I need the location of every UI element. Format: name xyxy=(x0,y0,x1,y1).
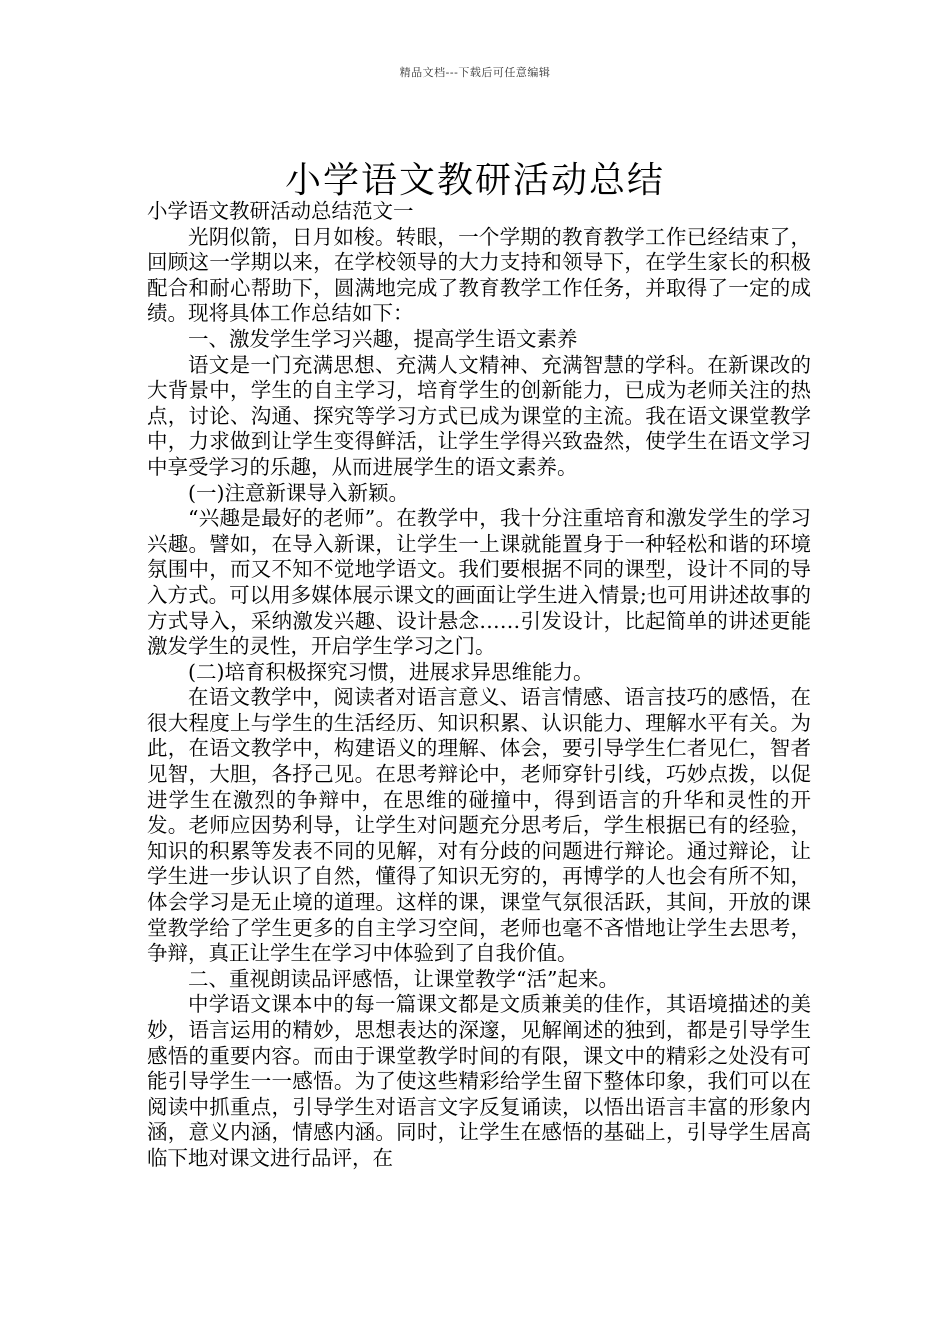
paragraph: 小学语文教研活动总结范文一 xyxy=(147,199,414,223)
paragraph: 语文是一门充满思想、充满人文精神、充满智慧的学科。在新课改的大背景中，学生的自主学习，培育学生的创新能力，已成为老师关注的热点，讨论、沟通、探究等学习方式已成为课堂的主流。我在语文课堂教学中，力求做到让学生变得鲜活，让学生学得兴致盎然，使学生在语文学习中享受学习的乐趣，从而进展学生的语文素养。 xyxy=(147,352,811,479)
subsection-heading: (二)培育积极探究习惯，进展求异思维能力。 xyxy=(188,659,594,684)
section-heading: 一、激发学生学习兴趣，提高学生语文素养 xyxy=(188,326,578,351)
paragraph: 中学语文课本中的每一篇课文都是文质兼美的佳作，其语境描述的美妙，语言运用的精妙，思想表达的深邃，见解阐述的独到，都是引导学生感悟的重要内容。而由于课堂教学时间的有限，课文中的精彩之处没有可能引导学生一一感悟。为了使这些精彩给学生留下整体印象，我们可以在阅读中抓重点，引导学生对语言文字反复诵读，以悟出语言丰富的形象内涵，意义内涵，情感内涵。同时，让学生在感悟的基础上，引导学生居高临下地对课文进行品评，在 xyxy=(147,992,811,1170)
header-note: 精品文档---下载后可任意编辑 xyxy=(399,66,551,79)
paragraph: 在语文教学中，阅读者对语言意义、语言情感、语言技巧的感悟，在很大程度上与学生的生活经历、知识积累、认识能力、理解水平有关。为此，在语文教学中，构建语义的理解、体会，要引导学生仁者见仁，智者见智，大胆，各抒己见。在思考辩论中，老师穿针引线，巧妙点拨，以促进学生在激烈的争辩中，在思维的碰撞中，得到语言的升华和灵性的开发。老师应因势利导，让学生对问题充分思考后，学生根据已有的经验，知识的积累等发表不同的见解，对有分歧的问题进行辩论。通过辩论，让学生进一步认识了自然，懂得了知识无穷的，再博学的人也会有所不知，体会学习是无止境的道理。这样的课，课堂气氛很活跃，其间，开放的课堂教学给了学生更多的自主学习空间，老师也毫不吝惜地让学生去思考，争辩，真正让学生在学习中体验到了自我价值。 xyxy=(147,685,811,966)
document-body xyxy=(147,199,811,1172)
document-title: 小学语文教研活动总结 xyxy=(284,160,665,202)
section-heading: 二、重视朗读品评感悟，让课堂教学“活”起来。 xyxy=(188,966,619,991)
paragraph: 光阴似箭，日月如梭。转眼，一个学期的教育教学工作已经结束了，回顾这一学期以来，在学校领导的大力支持和领导下，在学生家长的积极配合和耐心帮助下，圆满地完成了教育教学工作任务，并取得了一定的成绩。现将具体工作总结如下： xyxy=(147,224,811,326)
paragraph: “兴趣是最好的老师”。在教学中，我十分注重培育和激发学生的学习兴趣。譬如，在导入新课，让学生一上课就能置身于一种轻松和谐的环境氛围中，而又不知不觉地学语文。我们要根据不同的课型，设计不同的导入方式。可以用多媒体展示课文的画面让学生进入情景;也可用讲述故事的方式导入，采纳激发兴趣、设计悬念……引发设计，比起简单的讲述更能激发学生的灵性，开启学生学习之门。 xyxy=(147,506,811,659)
subsection-heading: (一)注意新课导入新颖。 xyxy=(188,480,409,505)
